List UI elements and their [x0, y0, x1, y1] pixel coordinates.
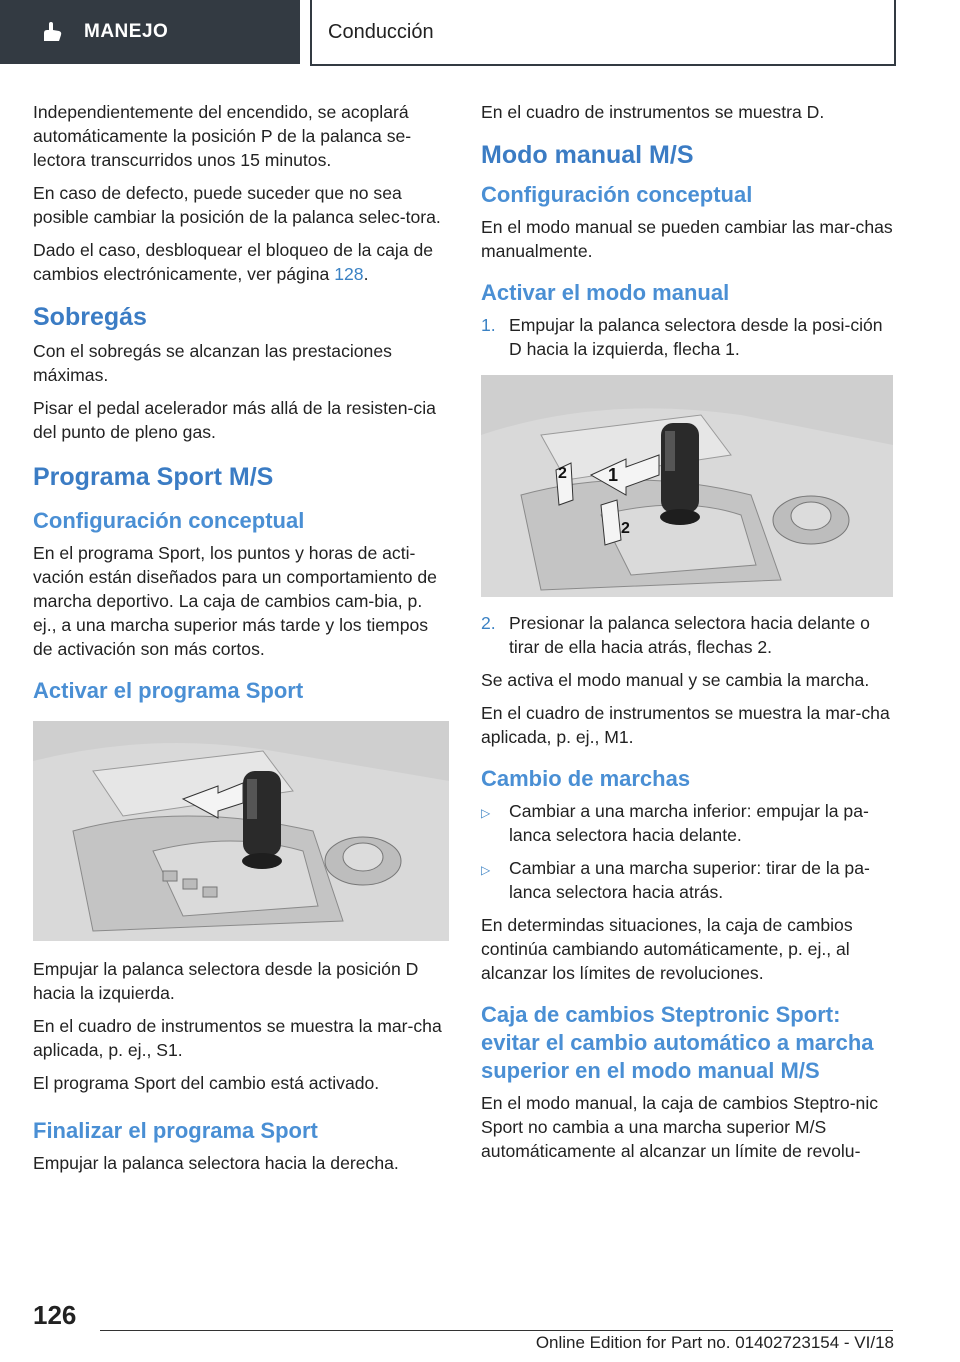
paragraph: Se activa el modo manual y se cambia la marcha. — [481, 670, 870, 690]
right-column — [481, 100, 893, 1172]
paragraph: En determindas situaciones, la caja de cambios continúa cambiando automáticamente, p. ej., al alcanzar los límites de revoluciones. — [481, 915, 853, 983]
step-list — [481, 611, 893, 659]
paragraph: Empujar la palanca selectora desde la posición D hacia la izquierda. — [33, 959, 419, 1003]
subsection-heading: Configuración conceptual — [481, 182, 753, 207]
steering-hand-icon — [40, 19, 66, 45]
subsection-heading: Activar el programa Sport — [33, 678, 304, 703]
paragraph: En el modo manual se pueden cambiar las mar‐chas manualmente. — [481, 217, 893, 261]
bullet-list — [481, 799, 893, 904]
section-heading: Programa Sport M/S — [33, 463, 274, 491]
paragraph: En caso de defecto, puede suceder que no sea posible cambiar la posición de la palanca selec‐tora. — [33, 183, 441, 227]
section-heading: Sobregás — [33, 303, 147, 331]
paragraph — [33, 238, 449, 286]
subsection-heading: Caja de cambios Steptronic Sport: evitar el cambio automático a marcha superior en el modo manual M/S — [481, 1002, 874, 1083]
paragraph: Independientemente del encendido, se acoplará automáticamente la posición P de la palanca se‐lectora transcurridos unos 15 minutos. — [33, 102, 412, 170]
chapter-tab — [0, 0, 300, 64]
bullet-text: Cambiar a una marcha superior: tirar de la pa‐lanca selectora hacia atrás. — [509, 858, 870, 902]
list-item — [481, 611, 893, 659]
step-list — [481, 313, 893, 361]
list-item — [481, 313, 893, 361]
paragraph: Empujar la palanca selectora hacia la derecha. — [33, 1153, 399, 1173]
section-heading: Modo manual M/S — [481, 141, 694, 169]
paragraph: En el modo manual, la caja de cambios Steptro‐nic Sport no cambia a una marcha superior M/S automáticamente al alcanzar un límite de revolu‐ — [481, 1093, 879, 1161]
triangle-right-icon: ▷ — [481, 806, 491, 820]
section-header — [310, 0, 896, 66]
step-number: 1. — [481, 315, 496, 335]
step-text: Presionar la palanca selectora hacia delante o tirar de ella hacia atrás, flechas 2. — [509, 613, 870, 657]
subsection-heading: Activar el modo manual — [481, 280, 730, 305]
step-text: Empujar la palanca selectora desde la posi‐ción D hacia la izquierda, flecha 1. — [509, 315, 883, 359]
paragraph-text: . — [363, 264, 369, 284]
list-item — [481, 856, 893, 904]
paragraph: El programa Sport del cambio está activado. — [33, 1073, 380, 1093]
gear-selector-manual-figure — [481, 375, 893, 597]
section-title: Conducción — [328, 20, 434, 43]
paragraph: En el cuadro de instrumentos se muestra la mar‐cha aplicada, p. ej., S1. — [33, 1016, 442, 1060]
triangle-right-icon: ▷ — [481, 863, 491, 877]
footer-divider — [100, 1330, 893, 1331]
gear-selector-sport-figure — [33, 721, 449, 941]
arrow-label: 1 — [608, 465, 619, 485]
step-number: 2. — [481, 613, 496, 633]
chapter-title: MANEJO — [84, 21, 169, 42]
paragraph: Con el sobregás se alcanzan las prestaciones máximas. — [33, 341, 392, 385]
list-item — [481, 799, 893, 847]
paragraph: En el programa Sport, los puntos y horas de acti‐vación están diseñados para un comportamiento de marcha deportivo. La caja de cambios cam‐bia, p. ej., a una marcha superior más tarde y los tiempos de activación son más cortos. — [33, 543, 437, 659]
paragraph: Pisar el pedal acelerador más allá de la resisten‐cia del punto de pleno gas. — [33, 398, 436, 442]
edition-note: Online Edition for Part no. 01402723154 - VI/18 — [535, 1333, 894, 1352]
paragraph: En el cuadro de instrumentos se muestra la mar‐cha aplicada, p. ej., M1. — [481, 703, 890, 747]
arrow-label: 2 — [621, 520, 630, 537]
left-column — [33, 100, 449, 1184]
bullet-text: Cambiar a una marcha inferior: empujar la pa‐lanca selectora hacia delante. — [509, 801, 869, 845]
arrow-label: 2 — [558, 465, 567, 482]
page-reference-link[interactable]: 128 — [334, 264, 364, 284]
subsection-heading: Cambio de marchas — [481, 766, 691, 791]
paragraph: En el cuadro de instrumentos se muestra D. — [481, 102, 825, 122]
page-number: 126 — [33, 1300, 77, 1330]
subsection-heading: Configuración conceptual — [33, 508, 305, 533]
gear-selector-illustration — [481, 375, 893, 597]
paragraph-text: Dado el caso, desbloquear el bloqueo de la caja de cambios electrónicamente, ver página — [33, 240, 434, 284]
gear-selector-illustration — [33, 721, 449, 941]
subsection-heading: Finalizar el programa Sport — [33, 1118, 318, 1143]
